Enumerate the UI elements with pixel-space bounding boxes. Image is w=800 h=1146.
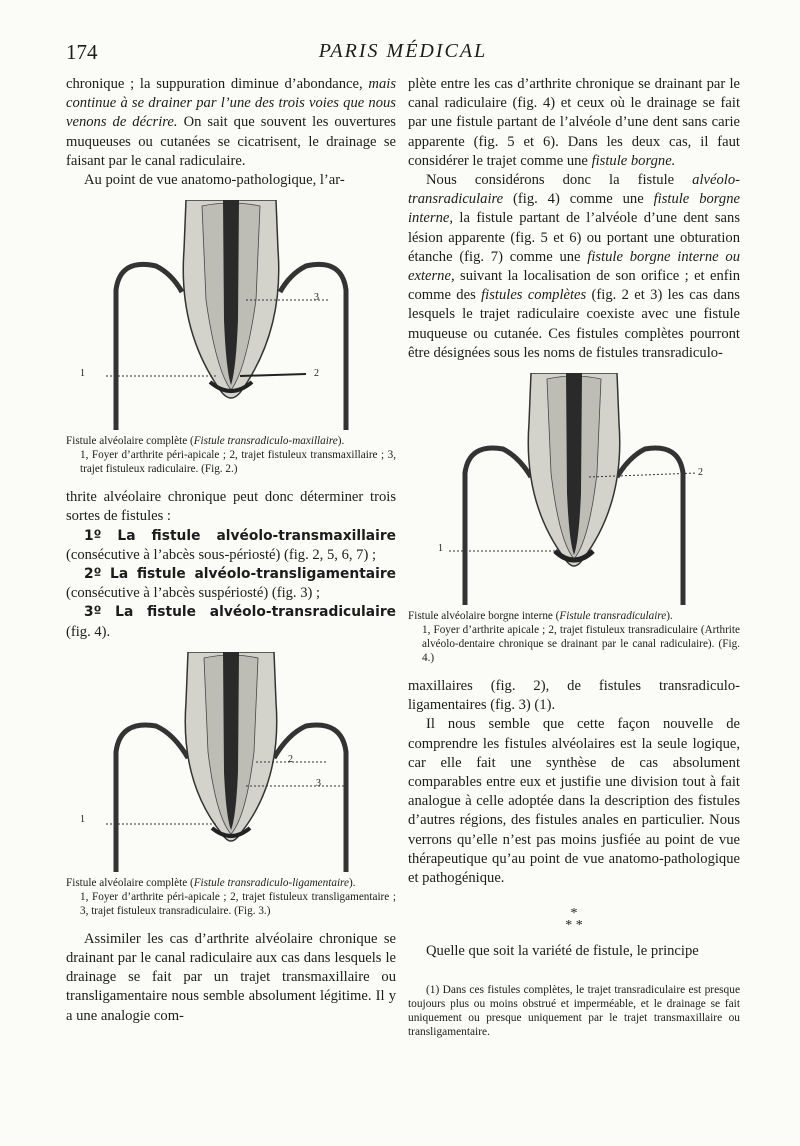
footnote: (1) Dans ces fistules complètes, le trajet transradiculaire est presque toujours plus ou moins obstrué et imperméable, et le drainage se fait uniquement ou presque uniquement par le trajet transmaxillaire ou transligamentaire. xyxy=(408,984,740,1039)
figure-label: 3 xyxy=(316,777,321,789)
figure-label: 1 xyxy=(80,368,85,380)
paragraph: Assimiler les cas d’arthrite alvéolaire chronique se drainant par le canal radiculaire aux cas dans lesquels le drainage se fait par un trajet transmaxillaire ou transligamentaire nous semble absolument légitime. Il y a une analogie com- xyxy=(66,930,396,1024)
paragraph: maxillaires (fig. 2), de fistules transradiculo-ligamentaires (fig. 3) (1). xyxy=(408,678,740,714)
section-separator: * * * xyxy=(565,906,583,934)
list-item: 2º La fistule alvéolo-transligamentaire (consécutive à l’abcès suspériosté) (fig. 3) ; xyxy=(66,566,396,602)
paragraph: Quelle que soit la variété de fistule, le principe xyxy=(426,943,699,960)
list-item: 1º La fistule alvéolo-transmaxillaire (consécutive à l’abcès sous-périosté) (fig. 2, 5, 6, 7) ; xyxy=(66,527,396,563)
figure-label: 1 xyxy=(80,813,85,825)
journal-title: PARIS MÉDICAL xyxy=(318,40,488,62)
tooth-diagram xyxy=(106,652,356,872)
figure-4 xyxy=(408,373,740,605)
figure-3-caption: Fistule alvéolaire complète (Fistule transradiculo-ligamentaire). 1, Foyer d’arthrite péri-apicale ; 2, trajet fistuleux transligamentaire ; 3, trajet fistuleux transradiculaire. (Fig. 3.) xyxy=(66,876,396,917)
fistula-list xyxy=(66,527,396,642)
paragraph: thrite alvéolaire chronique peut donc déterminer trois sortes de fistules : xyxy=(66,489,396,525)
page-header xyxy=(66,40,740,70)
figure-3 xyxy=(66,652,396,872)
tooth-diagram xyxy=(106,200,356,430)
figure-label: 3 xyxy=(314,292,319,304)
paragraph: Au point de vue anatomo-pathologique, l’ar- xyxy=(84,172,345,189)
left-column xyxy=(66,75,396,1026)
figure-4-caption: Fistule alvéolaire borgne interne (Fistule transradiculaire). 1, Foyer d’arthrite apicale ; 2, trajet fistuleux transradiculaire (Arthrite alvéolo-dentaire chronique se drainant par le canal radiculaire). (Fig. 4.) xyxy=(408,610,740,665)
paragraph: Nous considérons donc la fistule alvéolo-transradiculaire (fig. 4) comme une fistule borgne interne, la fistule partant de l’alvéole d’une dent sans lésion apparente (fig. 5 et 6) ou portant une obturation étanche (fig. 7) comme une fistule borgne interne ou externe, suivant la localisation de son orifice ; et enfin comme des fistules complètes (fig. 2 et 3) les cas dans lesquels le trajet radiculaire coexiste avec une fistule muqueuse ou cutanée. Ces fistules complètes pourront être désignées sous les noms de fistules transradiculo- xyxy=(408,172,740,361)
tooth-diagram xyxy=(449,373,699,605)
figure-label: 2 xyxy=(314,368,319,380)
figure-2-caption: Fistule alvéolaire complète (Fistule transradiculo-maxillaire). 1, Foyer d’arthrite péri-apicale ; 2, trajet fistuleux transmaxillaire ; 3, trajet fistuleux radiculaire. (Fig. 2.) xyxy=(66,435,396,476)
paragraph: chronique ; la suppuration diminue d’abondance, mais continue à se drainer par l’une des trois voies que nous venons de décrire. On sait que souvent les ouvertures muqueuses ou cutanées se cicatrisent, le drainage se faisant par le canal radiculaire. xyxy=(66,76,396,169)
page-number: 174 xyxy=(66,40,98,64)
figure-label: 2 xyxy=(698,467,703,479)
figure-label: 1 xyxy=(438,543,443,555)
figure-label: 2 xyxy=(288,753,293,765)
paragraph: Il nous semble que cette façon nouvelle de comprendre les fistules alvéolaires est la seule logique, car elle fait une synthèse de cas absolument comparables entre eux et justifie une division tout à fait analogue à celle adoptée dans la description des fistules d’autres régions, des fistules anales en particulier. Nous verrons qu’elle n’est pas moins jusfiée au point de vue thérapeutique qu’au point de vue anatomo-pathologique et pathogénique. xyxy=(408,716,740,887)
list-item: 3º La fistule alvéolo-transradiculaire (fig. 4). xyxy=(66,604,396,640)
figure-2 xyxy=(66,200,396,430)
paragraph: plète entre les cas d’arthrite chronique se drainant par le canal radiculaire (fig. 4) et ceux où le drainage se fait par une fistule partant de l’alvéole d’une dent sans carie apparente (fig. 5 et 6). Dans les deux cas, il faut considérer le trajet comme une fistule borgne. xyxy=(408,76,740,169)
right-column xyxy=(408,75,740,1039)
